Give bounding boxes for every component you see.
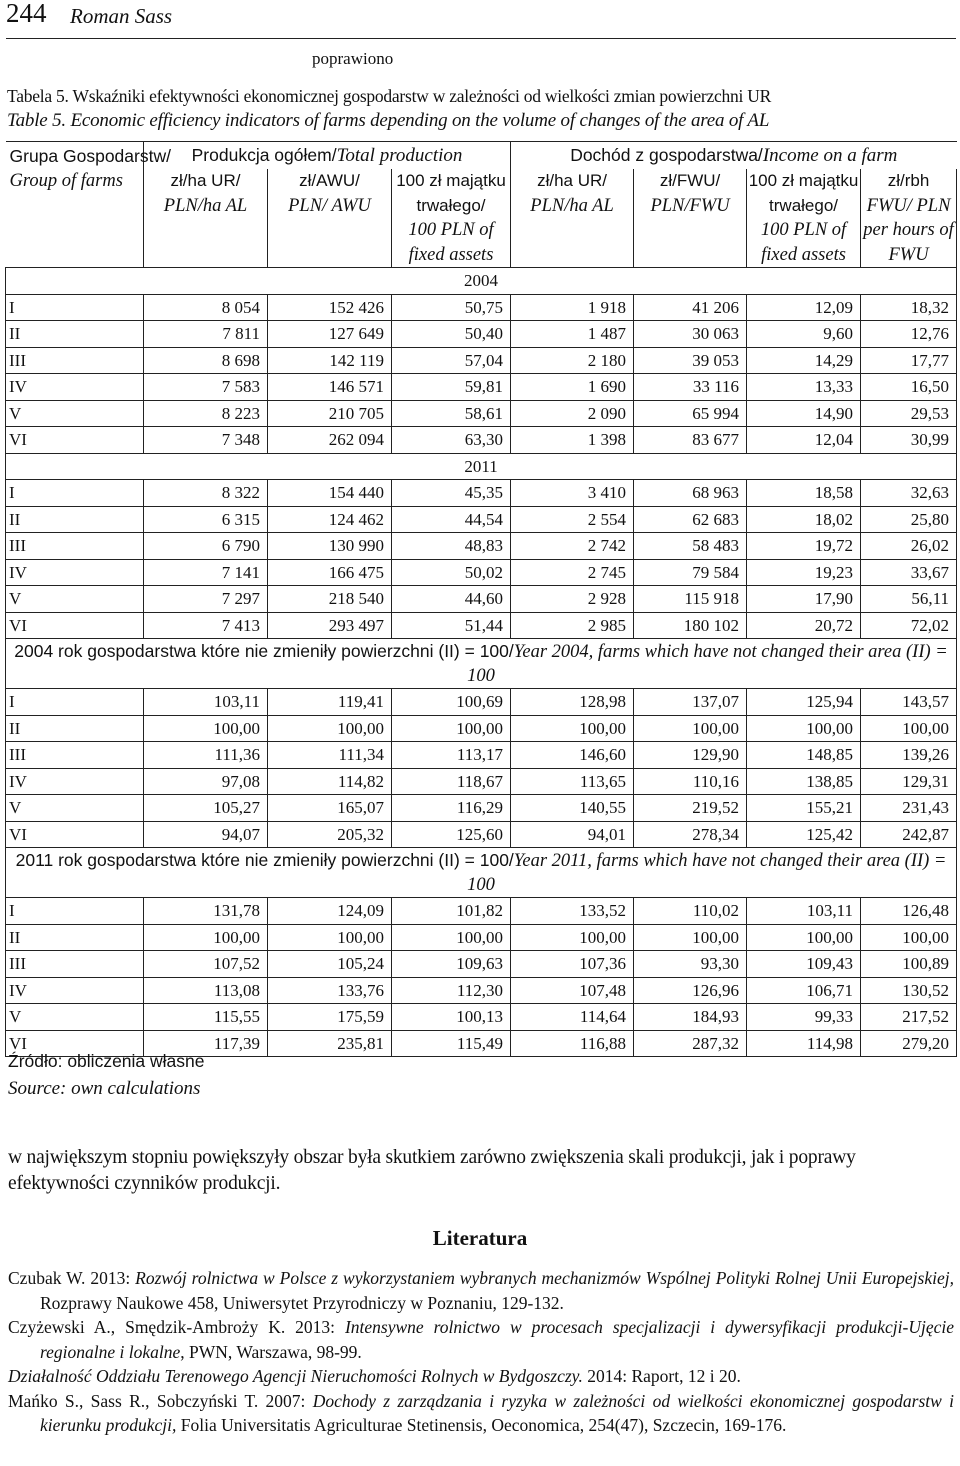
table-cell: 131,78 bbox=[144, 898, 268, 925]
table-cell: 125,60 bbox=[392, 821, 511, 848]
table-cell: 8 223 bbox=[144, 400, 268, 427]
table-row bbox=[6, 795, 957, 822]
table-cell: 105,24 bbox=[268, 951, 392, 978]
reference-text: 2014: Raport, 12 i 20. bbox=[582, 1366, 741, 1386]
table-row bbox=[6, 951, 957, 978]
table-cell: 50,75 bbox=[392, 294, 511, 321]
column-header bbox=[392, 169, 511, 268]
table-cell: 8 698 bbox=[144, 347, 268, 374]
table-cell: 101,82 bbox=[392, 898, 511, 925]
section-header-row bbox=[6, 848, 957, 898]
table-cell: 110,16 bbox=[634, 768, 747, 795]
literature-heading: Literatura bbox=[432, 1226, 528, 1250]
table-cell: 119,41 bbox=[268, 689, 392, 716]
table-cell: 140,55 bbox=[511, 795, 634, 822]
production-header-pl: Produkcja ogółem/ bbox=[191, 145, 337, 165]
table-cell: 30,99 bbox=[861, 427, 957, 454]
column-header-en: 100 PLN of fixed assets bbox=[408, 220, 494, 265]
table-cell: 12,09 bbox=[747, 294, 861, 321]
table-cell: 133,76 bbox=[268, 977, 392, 1004]
table-cell: 65 994 bbox=[634, 400, 747, 427]
table-cell: 100,00 bbox=[861, 715, 957, 742]
table-cell: 6 315 bbox=[144, 506, 268, 533]
column-header bbox=[861, 169, 957, 268]
table-cell: 62 683 bbox=[634, 506, 747, 533]
table-cell: 124 462 bbox=[268, 506, 392, 533]
table-cell: 14,90 bbox=[747, 400, 861, 427]
table-cell: 20,72 bbox=[747, 612, 861, 639]
table-row bbox=[6, 400, 957, 427]
table-cell: 51,44 bbox=[392, 612, 511, 639]
reference-title: Rozwój rolnictwa w Polsce z wykorzystaniem wybranych mechanizmów Wspólnej Polityki Rolnej Unii Europejskiej, bbox=[135, 1268, 954, 1288]
table-cell: 12,76 bbox=[861, 321, 957, 348]
table-cell: 152 426 bbox=[268, 294, 392, 321]
table-cell: 2 180 bbox=[511, 347, 634, 374]
row-label: V bbox=[6, 400, 144, 427]
table-cell: 129,90 bbox=[634, 742, 747, 769]
row-label: I bbox=[6, 294, 144, 321]
table-cell: 2 742 bbox=[511, 533, 634, 560]
table-row bbox=[6, 480, 957, 507]
row-label: IV bbox=[6, 374, 144, 401]
table-cell: 41 206 bbox=[634, 294, 747, 321]
section-title bbox=[6, 453, 957, 480]
table-row bbox=[6, 347, 957, 374]
table-cell: 94,07 bbox=[144, 821, 268, 848]
table-cell: 154 440 bbox=[268, 480, 392, 507]
table-cell: 105,27 bbox=[144, 795, 268, 822]
column-header bbox=[144, 169, 268, 268]
table-row bbox=[6, 924, 957, 951]
table-cell: 114,64 bbox=[511, 1004, 634, 1031]
reference-title: Intensywne rolnictwo w procesach specjalizacji i dywersyfikacji produkcji-Ujęcie regionalne i lokalne bbox=[40, 1317, 954, 1362]
table-cell: 100,00 bbox=[392, 924, 511, 951]
table-cell: 39 053 bbox=[634, 347, 747, 374]
table-cell: 165,07 bbox=[268, 795, 392, 822]
section-title-en: Year 2011, farms which have not changed their area (II) = 100 bbox=[467, 851, 947, 895]
table-cell: 205,32 bbox=[268, 821, 392, 848]
row-label: III bbox=[6, 742, 144, 769]
table-cell: 217,52 bbox=[861, 1004, 957, 1031]
table-cell: 155,21 bbox=[747, 795, 861, 822]
table-cell: 116,29 bbox=[392, 795, 511, 822]
table-cell: 293 497 bbox=[268, 612, 392, 639]
table-cell: 115,49 bbox=[392, 1030, 511, 1057]
row-label: I bbox=[6, 480, 144, 507]
column-header-pl: zł/AWU/ bbox=[299, 171, 360, 190]
table-cell: 58,61 bbox=[392, 400, 511, 427]
column-header-pl: zł/FWU/ bbox=[659, 171, 721, 190]
row-label: II bbox=[6, 321, 144, 348]
table-cell: 94,01 bbox=[511, 821, 634, 848]
income-header-pl: Dochód z gospodarstwa/ bbox=[570, 145, 763, 165]
table-row bbox=[6, 586, 957, 613]
table-row bbox=[6, 506, 957, 533]
table-cell: 126,48 bbox=[861, 898, 957, 925]
table-cell: 100,00 bbox=[144, 924, 268, 951]
column-header bbox=[268, 169, 392, 268]
table-cell: 1 398 bbox=[511, 427, 634, 454]
table-cell: 146,60 bbox=[511, 742, 634, 769]
section-title-en: Year 2004, farms which have not changed their area (II) = 100 bbox=[467, 642, 948, 686]
row-label: V bbox=[6, 586, 144, 613]
correction-note: poprawiono bbox=[312, 49, 394, 68]
table-cell: 166 475 bbox=[268, 559, 392, 586]
table-cell: 83 677 bbox=[634, 427, 747, 454]
row-label: II bbox=[6, 506, 144, 533]
column-header bbox=[747, 169, 861, 268]
table-cell: 7 348 bbox=[144, 427, 268, 454]
table-row bbox=[6, 1004, 957, 1031]
body-paragraph: w największym stopniu powiększyły obszar była skutkiem zarówno zwiększenia skali produkcji, jak i poprawy efektywności czynników produkcji. bbox=[8, 1147, 856, 1194]
table-cell: 106,71 bbox=[747, 977, 861, 1004]
table-cell: 231,43 bbox=[861, 795, 957, 822]
table-cell: 18,32 bbox=[861, 294, 957, 321]
table-cell: 100,00 bbox=[268, 715, 392, 742]
row-label: II bbox=[6, 715, 144, 742]
table-cell: 57,04 bbox=[392, 347, 511, 374]
section-title bbox=[6, 639, 957, 689]
table-cell: 7 297 bbox=[144, 586, 268, 613]
table-cell: 130 990 bbox=[268, 533, 392, 560]
table-cell: 130,52 bbox=[861, 977, 957, 1004]
row-label: V bbox=[6, 795, 144, 822]
column-header-pl: zł/ha UR/ bbox=[537, 171, 607, 190]
table-cell: 100,00 bbox=[634, 924, 747, 951]
row-label: IV bbox=[6, 559, 144, 586]
table-row bbox=[6, 715, 957, 742]
table-cell: 7 141 bbox=[144, 559, 268, 586]
column-headers-row bbox=[6, 169, 957, 268]
table-cell: 68 963 bbox=[634, 480, 747, 507]
section-header-row bbox=[6, 453, 957, 480]
reference-text: Czyżewski A., Smędzik-Ambroży K. 2013: bbox=[8, 1317, 345, 1337]
table-cell: 100,00 bbox=[747, 715, 861, 742]
table-cell: 109,63 bbox=[392, 951, 511, 978]
running-author: Roman Sass bbox=[70, 4, 173, 28]
table-body bbox=[6, 268, 957, 1057]
table-cell: 2 928 bbox=[511, 586, 634, 613]
table-cell: 18,58 bbox=[747, 480, 861, 507]
table-cell: 100,00 bbox=[144, 715, 268, 742]
section-title-pl: 2011 rok gospodarstwa które nie zmieniły powierzchni (II) = 100/ bbox=[15, 850, 514, 870]
table-cell: 25,80 bbox=[861, 506, 957, 533]
running-header bbox=[6, 0, 956, 39]
table-cell: 235,81 bbox=[268, 1030, 392, 1057]
table-cell: 115,55 bbox=[144, 1004, 268, 1031]
column-header-pl: 100 zł majątku trwałego/ bbox=[396, 171, 506, 215]
table-row bbox=[6, 427, 957, 454]
reference-title: Dochody z zarządzania i ryzyka w zależności od wielkości ekonomicznej gospodarstw i kierunku produkcji, bbox=[40, 1390, 954, 1435]
table-caption-en: Table 5. Economic efficiency indicators of farms depending on the volume of changes of the area of AL bbox=[7, 110, 770, 131]
table-cell: 112,30 bbox=[392, 977, 511, 1004]
row-label: III bbox=[6, 533, 144, 560]
table-row bbox=[6, 559, 957, 586]
row-label: VI bbox=[6, 1030, 144, 1057]
table-cell: 13,33 bbox=[747, 374, 861, 401]
table-cell: 72,02 bbox=[861, 612, 957, 639]
table-cell: 133,52 bbox=[511, 898, 634, 925]
table-cell: 2 985 bbox=[511, 612, 634, 639]
column-header-en: 100 PLN of fixed assets bbox=[760, 220, 847, 265]
table-cell: 26,02 bbox=[861, 533, 957, 560]
row-label: IV bbox=[6, 768, 144, 795]
page-number: 244 bbox=[6, 0, 47, 28]
table-cell: 50,40 bbox=[392, 321, 511, 348]
table-cell: 7 583 bbox=[144, 374, 268, 401]
table-cell: 33 116 bbox=[634, 374, 747, 401]
table-row bbox=[6, 612, 957, 639]
table-cell: 242,87 bbox=[861, 821, 957, 848]
table-cell: 103,11 bbox=[144, 689, 268, 716]
table-cell: 118,67 bbox=[392, 768, 511, 795]
section-title-pl: 2004 rok gospodarstwa które nie zmieniły powierzchni (II) = 100/ bbox=[14, 641, 514, 661]
table-cell: 110,02 bbox=[634, 898, 747, 925]
column-header-en: FWU/ PLN per hours of FWU bbox=[863, 195, 954, 265]
group-header-en: Group of farms bbox=[9, 170, 123, 191]
table-cell: 32,63 bbox=[861, 480, 957, 507]
table-cell: 1 690 bbox=[511, 374, 634, 401]
reference-text: Rozprawy Naukowe 458, Uniwersytet Przyrodniczy w Poznaniu, 129-132. bbox=[40, 1292, 564, 1313]
income-group-header bbox=[511, 142, 957, 170]
table-cell: 33,67 bbox=[861, 559, 957, 586]
table-cell: 175,59 bbox=[268, 1004, 392, 1031]
reference-item bbox=[8, 1266, 954, 1315]
table-cell: 1 487 bbox=[511, 321, 634, 348]
group-header-pl: Grupa Gospodarstw/ bbox=[9, 146, 171, 166]
table-row bbox=[6, 374, 957, 401]
indicators-table bbox=[5, 141, 956, 1057]
table-cell: 99,33 bbox=[747, 1004, 861, 1031]
column-header-en: PLN/FWU bbox=[650, 195, 730, 216]
table-cell: 107,48 bbox=[511, 977, 634, 1004]
column-header-pl: zł/ha UR/ bbox=[170, 171, 241, 190]
table-cell: 6 790 bbox=[144, 533, 268, 560]
table-row bbox=[6, 533, 957, 560]
table-cell: 8 322 bbox=[144, 480, 268, 507]
row-label: III bbox=[6, 347, 144, 374]
row-label: V bbox=[6, 1004, 144, 1031]
table-cell: 17,77 bbox=[861, 347, 957, 374]
table-cell: 128,98 bbox=[511, 689, 634, 716]
table-cell: 79 584 bbox=[634, 559, 747, 586]
table-cell: 113,08 bbox=[144, 977, 268, 1004]
table-cell: 103,11 bbox=[747, 898, 861, 925]
reference-title: Działalność Oddziału Terenowego Agencji Nieruchomości Rolnych w Bydgoszczy. bbox=[8, 1366, 583, 1386]
row-label: IV bbox=[6, 977, 144, 1004]
source-note-en: Source: own calculations bbox=[8, 1078, 201, 1099]
table-cell: 148,85 bbox=[747, 742, 861, 769]
table-cell: 100,00 bbox=[861, 924, 957, 951]
table-cell: 29,53 bbox=[861, 400, 957, 427]
table-cell: 113,17 bbox=[392, 742, 511, 769]
table-row bbox=[6, 821, 957, 848]
table-cell: 2 554 bbox=[511, 506, 634, 533]
table-cell: 97,08 bbox=[144, 768, 268, 795]
table-cell: 107,52 bbox=[144, 951, 268, 978]
row-label: I bbox=[6, 689, 144, 716]
table-cell: 30 063 bbox=[634, 321, 747, 348]
section-title bbox=[6, 268, 957, 295]
row-label: I bbox=[6, 898, 144, 925]
table-cell: 138,85 bbox=[747, 768, 861, 795]
table-cell: 117,39 bbox=[144, 1030, 268, 1057]
table-cell: 17,90 bbox=[747, 586, 861, 613]
table-cell: 44,54 bbox=[392, 506, 511, 533]
reference-item bbox=[8, 1315, 954, 1364]
table-cell: 137,07 bbox=[634, 689, 747, 716]
column-header-en: PLN/ha AL bbox=[530, 195, 614, 216]
table-row bbox=[6, 689, 957, 716]
table-row bbox=[6, 977, 957, 1004]
row-label: VI bbox=[6, 612, 144, 639]
reference-text: Folia Universitatis Agriculturae Stetinensis, Oeconomica, 254(47), Szczecin, 169-176. bbox=[176, 1415, 787, 1435]
table-cell: 111,34 bbox=[268, 742, 392, 769]
column-header bbox=[511, 169, 634, 268]
reference-text: , PWN, Warszawa, 98-99. bbox=[180, 1341, 362, 1362]
column-header bbox=[634, 169, 747, 268]
table-cell: 129,31 bbox=[861, 768, 957, 795]
column-header-en: PLN/ AWU bbox=[288, 195, 371, 216]
section-header-row bbox=[6, 268, 957, 295]
section-title bbox=[6, 848, 957, 898]
table-cell: 58 483 bbox=[634, 533, 747, 560]
table-cell: 48,83 bbox=[392, 533, 511, 560]
section-header-row bbox=[6, 639, 957, 689]
table-cell: 14,29 bbox=[747, 347, 861, 374]
column-header-pl: 100 zł majątku trwałego/ bbox=[748, 171, 859, 215]
reference-list bbox=[8, 1266, 954, 1438]
table-cell: 143,57 bbox=[861, 689, 957, 716]
table-cell: 114,82 bbox=[268, 768, 392, 795]
source-note-pl: Źródło: obliczenia własne bbox=[8, 1051, 205, 1071]
column-header-pl: zł/rbh bbox=[887, 171, 930, 190]
table-cell: 113,65 bbox=[511, 768, 634, 795]
table-cell: 8 054 bbox=[144, 294, 268, 321]
table-row bbox=[6, 898, 957, 925]
table-cell: 50,02 bbox=[392, 559, 511, 586]
group-header bbox=[6, 142, 171, 268]
table-cell: 126,96 bbox=[634, 977, 747, 1004]
table-cell: 45,35 bbox=[392, 480, 511, 507]
table-cell: 100,13 bbox=[392, 1004, 511, 1031]
production-header-en: Total production bbox=[336, 145, 463, 166]
table-cell: 127 649 bbox=[268, 321, 392, 348]
table-row bbox=[6, 768, 957, 795]
table-cell: 124,09 bbox=[268, 898, 392, 925]
table-cell: 218 540 bbox=[268, 586, 392, 613]
reference-item bbox=[8, 1389, 954, 1438]
reference-item bbox=[8, 1364, 954, 1389]
table-cell: 278,34 bbox=[634, 821, 747, 848]
table-cell: 7 811 bbox=[144, 321, 268, 348]
table-cell: 287,32 bbox=[634, 1030, 747, 1057]
table-cell: 2 745 bbox=[511, 559, 634, 586]
table-cell: 116,88 bbox=[511, 1030, 634, 1057]
income-header-en: Income on a farm bbox=[762, 145, 898, 166]
table-cell: 219,52 bbox=[634, 795, 747, 822]
table-cell: 125,94 bbox=[747, 689, 861, 716]
table-cell: 7 413 bbox=[144, 612, 268, 639]
reference-text: Czubak W. 2013: bbox=[8, 1268, 136, 1288]
table-cell: 180 102 bbox=[634, 612, 747, 639]
table-cell: 93,30 bbox=[634, 951, 747, 978]
table-cell: 100,00 bbox=[392, 715, 511, 742]
table-cell: 262 094 bbox=[268, 427, 392, 454]
table-cell: 16,50 bbox=[861, 374, 957, 401]
table-row bbox=[6, 742, 957, 769]
table-row bbox=[6, 321, 957, 348]
table-cell: 184,93 bbox=[634, 1004, 747, 1031]
table-cell: 100,00 bbox=[511, 924, 634, 951]
table-cell: 146 571 bbox=[268, 374, 392, 401]
table-cell: 100,69 bbox=[392, 689, 511, 716]
reference-text: Mańko S., Sass R., Sobczyński T. 2007: bbox=[8, 1390, 313, 1411]
table-cell: 12,04 bbox=[747, 427, 861, 454]
table-cell: 100,00 bbox=[511, 715, 634, 742]
table-cell: 107,36 bbox=[511, 951, 634, 978]
table-cell: 2 090 bbox=[511, 400, 634, 427]
table-cell: 125,42 bbox=[747, 821, 861, 848]
row-label: VI bbox=[6, 821, 144, 848]
table-cell: 100,00 bbox=[268, 924, 392, 951]
table-cell: 100,00 bbox=[634, 715, 747, 742]
table-cell: 100,00 bbox=[747, 924, 861, 951]
section-title-pl: 2011 bbox=[464, 456, 498, 476]
table-cell: 142 119 bbox=[268, 347, 392, 374]
table-cell: 63,30 bbox=[392, 427, 511, 454]
row-label: III bbox=[6, 951, 144, 978]
section-title-pl: 2004 bbox=[464, 271, 499, 290]
table-cell: 1 918 bbox=[511, 294, 634, 321]
table-cell: 3 410 bbox=[511, 480, 634, 507]
table-cell: 44,60 bbox=[392, 586, 511, 613]
table-cell: 210 705 bbox=[268, 400, 392, 427]
table-cell: 139,26 bbox=[861, 742, 957, 769]
table-cell: 115 918 bbox=[634, 586, 747, 613]
table-cell: 100,89 bbox=[861, 951, 957, 978]
table-cell: 56,11 bbox=[861, 586, 957, 613]
table-cell: 109,43 bbox=[747, 951, 861, 978]
table-cell: 9,60 bbox=[747, 321, 861, 348]
table-cell: 59,81 bbox=[392, 374, 511, 401]
table-row bbox=[6, 294, 957, 321]
production-group-header bbox=[144, 142, 511, 170]
table-cell: 19,72 bbox=[747, 533, 861, 560]
table-cell: 19,23 bbox=[747, 559, 861, 586]
table-caption-pl: Tabela 5. Wskaźniki efektywności ekonomicznej gospodarstw w zależności od wielkości zmian powierzchni UR bbox=[7, 86, 772, 106]
table-cell: 279,20 bbox=[861, 1030, 957, 1057]
column-header-en: PLN/ha AL bbox=[163, 195, 248, 216]
table-cell: 111,36 bbox=[144, 742, 268, 769]
table-cell: 114,98 bbox=[747, 1030, 861, 1057]
row-label: II bbox=[6, 924, 144, 951]
row-label: VI bbox=[6, 427, 144, 454]
table-cell: 18,02 bbox=[747, 506, 861, 533]
